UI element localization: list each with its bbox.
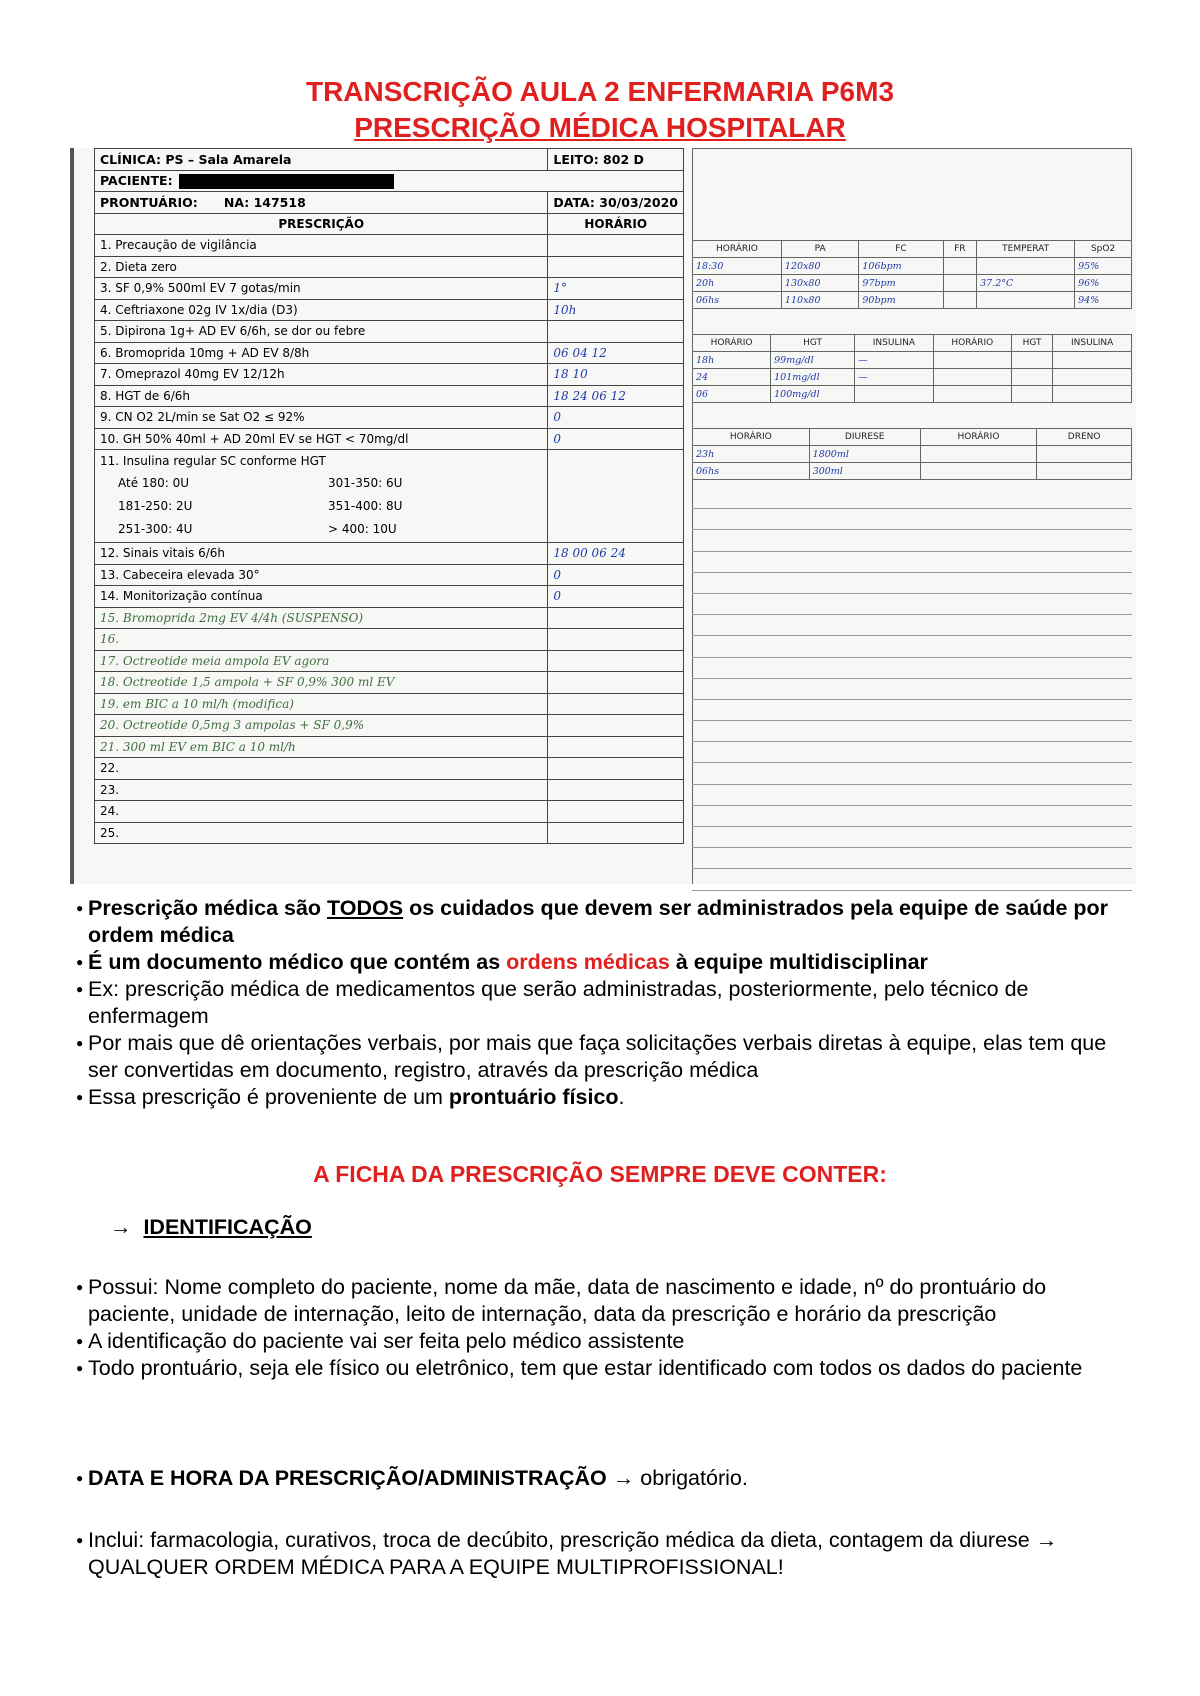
- handwritten-item: 15. Bromoprida 2mg EV 4/4h (SUSPENSO): [95, 607, 548, 629]
- table-cell: 23h: [693, 446, 810, 463]
- table-row: [95, 672, 684, 694]
- blank-line: [692, 594, 1132, 615]
- blank-line: [692, 869, 1132, 890]
- blank-line: [692, 636, 1132, 657]
- table-row: [95, 235, 684, 257]
- handwritten-item: 21. 300 ml EV em BIC a 10 ml/h: [95, 736, 548, 758]
- time-cell: [548, 450, 684, 543]
- blank-line: [692, 721, 1132, 742]
- table-cell: 300ml: [809, 463, 920, 480]
- table-cell: [1037, 446, 1132, 463]
- prescription-table: [94, 148, 684, 844]
- table-row: [95, 342, 684, 364]
- table-cell: [933, 369, 1011, 386]
- blank-line: [692, 509, 1132, 530]
- prescription-item: 22.: [95, 758, 548, 780]
- time-cell: [548, 235, 684, 257]
- blank-line: [692, 573, 1132, 594]
- list-item: ● Essa prescrição é proveniente de um prontuário físico.: [76, 1085, 625, 1109]
- table-row: [693, 292, 1132, 309]
- handwritten-item: 18. Octreotide 1,5 ampola + SF 0,9% 300 ml EV: [95, 672, 548, 694]
- identification-bullets: [76, 1274, 1134, 1382]
- time-cell: 0: [548, 564, 684, 586]
- column-header: HORÁRIO: [693, 429, 810, 446]
- time-cell: [548, 256, 684, 278]
- blank-line: [692, 658, 1132, 679]
- column-header: TEMPERAT: [977, 241, 1075, 258]
- form-right-blank: [692, 148, 1132, 240]
- time-cell: 0: [548, 586, 684, 608]
- table-row: [95, 428, 684, 450]
- blank-line: [692, 827, 1132, 848]
- table-row: [95, 256, 684, 278]
- table-cell: 96%: [1075, 275, 1132, 292]
- table-row: [95, 586, 684, 608]
- column-header: FC: [859, 241, 943, 258]
- table-row: [95, 779, 684, 801]
- table-row: [95, 607, 684, 629]
- column-header: HGT: [1011, 335, 1052, 352]
- table-row: [95, 543, 684, 565]
- table-cell: 120x80: [781, 258, 858, 275]
- table-cell: [1053, 386, 1132, 403]
- table-cell: [1011, 352, 1052, 369]
- page-title: TRANSCRIÇÃO AULA 2 ENFERMARIA P6M3: [305, 76, 895, 107]
- time-cell: 10h: [548, 299, 684, 321]
- insulin-dose: 351-400: 8U: [328, 499, 403, 513]
- prescription-item: 7. Omeprazol 40mg EV 12/12h: [95, 364, 548, 386]
- table-cell: 97bpm: [859, 275, 943, 292]
- table-row: [693, 369, 1132, 386]
- insulin-dose: 251-300: 4U: [118, 522, 193, 536]
- table-cell: 18:30: [693, 258, 782, 275]
- table-cell: —: [855, 369, 934, 386]
- table-row: [693, 352, 1132, 369]
- record-field: PRONTUÁRIO: NA: 147518: [95, 192, 548, 214]
- table-cell: [977, 292, 1075, 309]
- patient-field: PACIENTE:: [95, 170, 684, 192]
- column-header: HORÁRIO: [933, 335, 1011, 352]
- time-cell: [548, 736, 684, 758]
- table-cell: 1800ml: [809, 446, 920, 463]
- table-cell: 06hs: [693, 463, 810, 480]
- list-item: ● Prescrição médica são TODOS os cuidados que devem ser administrados pela equipe de saúde por ordem médica: [76, 896, 1109, 947]
- table-cell: [1011, 386, 1052, 403]
- time-cell: 1°: [548, 278, 684, 300]
- clinic-field: CLÍNICA: PS – Sala Amarela: [95, 149, 548, 171]
- table-cell: 101mg/dl: [771, 369, 855, 386]
- bullet-icon: ●: [76, 901, 84, 915]
- time-column-header: HORÁRIO: [548, 213, 684, 235]
- table-cell: [1011, 369, 1052, 386]
- table-row: [95, 822, 684, 844]
- column-header: FR: [943, 241, 977, 258]
- date-bullet: [76, 1465, 1134, 1492]
- table-row: [95, 693, 684, 715]
- table-cell: 18h: [693, 352, 771, 369]
- identification-heading: [110, 1215, 312, 1240]
- time-cell: [548, 758, 684, 780]
- table-cell: [920, 446, 1037, 463]
- table-row: [693, 258, 1132, 275]
- table-cell: [933, 352, 1011, 369]
- table-row: [95, 801, 684, 823]
- blank-line: [692, 679, 1132, 700]
- bullet-icon: ●: [76, 982, 84, 996]
- page-subtitle: PRESCRIÇÃO MÉDICA HOSPITALAR: [354, 112, 846, 143]
- prescription-item: 8. HGT de 6/6h: [95, 385, 548, 407]
- blank-line: [692, 700, 1132, 721]
- form-blank-lines: [692, 488, 1132, 891]
- table-cell: 106bpm: [859, 258, 943, 275]
- table-cell: [943, 292, 977, 309]
- list-item: ● A identificação do paciente vai ser feita pelo médico assistente: [76, 1329, 685, 1353]
- table-row: [95, 407, 684, 429]
- table-cell: [1037, 463, 1132, 480]
- table-row: [95, 650, 684, 672]
- prescription-item: 25.: [95, 822, 548, 844]
- prescription-item: 12. Sinais vitais 6/6h: [95, 543, 548, 565]
- column-header: HORÁRIO: [693, 335, 771, 352]
- column-header: PA: [781, 241, 858, 258]
- time-cell: [548, 693, 684, 715]
- time-cell: 18 24 06 12: [548, 385, 684, 407]
- bullet-icon: ●: [76, 1090, 84, 1104]
- table-cell: 24: [693, 369, 771, 386]
- redacted-name: [179, 174, 394, 189]
- table-row: [95, 299, 684, 321]
- date-field: DATA: 30/03/2020: [548, 192, 684, 214]
- prescription-item: 10. GH 50% 40ml + AD 20ml EV se HGT < 70mg/dl: [95, 428, 548, 450]
- list-item: ● É um documento médico que contém as ordens médicas à equipe multidisciplinar: [76, 950, 928, 974]
- time-cell: [548, 779, 684, 801]
- table-row: [693, 275, 1132, 292]
- bullet-icon: ●: [76, 1361, 84, 1375]
- list-item: ● Possui: Nome completo do paciente, nome da mãe, data de nascimento e idade, nº do prontuário do paciente, unidade de internação, leito de internação, data da prescrição e horário da prescrição: [76, 1275, 1047, 1326]
- insulin-dose: 181-250: 2U: [118, 499, 193, 513]
- list-item: ● Por mais que dê orientações verbais, por mais que faça solicitações verbais diretas à equipe, elas tem que ser convertidas em documento, registro, através da prescrição médica: [76, 1031, 1107, 1082]
- table-cell: [920, 463, 1037, 480]
- table-cell: [943, 275, 977, 292]
- table-cell: —: [855, 352, 934, 369]
- blank-line: [692, 552, 1132, 573]
- column-header: DIURESE: [809, 429, 920, 446]
- table-cell: 100mg/dl: [771, 386, 855, 403]
- prescription-item: 2. Dieta zero: [95, 256, 548, 278]
- column-header: HORÁRIO: [693, 241, 782, 258]
- time-cell: [548, 801, 684, 823]
- blank-line: [692, 763, 1132, 784]
- table-row: [95, 736, 684, 758]
- prescription-item: 14. Monitorização contínua: [95, 586, 548, 608]
- table-row: [95, 564, 684, 586]
- column-header: DRENO: [1037, 429, 1132, 446]
- table-row: [95, 715, 684, 737]
- time-cell: 18 10: [548, 364, 684, 386]
- column-header: INSULINA: [1053, 335, 1132, 352]
- insulin-dose: Até 180: 0U: [118, 476, 190, 490]
- table-row: [693, 386, 1132, 403]
- table-row: [95, 321, 684, 343]
- time-cell: [548, 822, 684, 844]
- time-cell: [548, 715, 684, 737]
- handwritten-item: 16.: [95, 629, 548, 651]
- time-cell: 18 00 06 24: [548, 543, 684, 565]
- bed-field: LEITO: 802 D: [548, 149, 684, 171]
- table-cell: [977, 258, 1075, 275]
- list-item: ● DATA E HORA DA PRESCRIÇÃO/ADMINISTRAÇÃO → obrigatório.: [76, 1466, 748, 1490]
- time-cell: [548, 607, 684, 629]
- bullet-icon: ●: [76, 1280, 84, 1294]
- column-header: SpO2: [1075, 241, 1132, 258]
- prescription-item: 1. Precaução de vigilância: [95, 235, 548, 257]
- bullet-icon: ●: [76, 1533, 84, 1547]
- blank-line: [692, 806, 1132, 827]
- table-cell: 130x80: [781, 275, 858, 292]
- prescription-item: 3. SF 0,9% 500ml EV 7 gotas/min: [95, 278, 548, 300]
- bullet-icon: ●: [76, 955, 84, 969]
- time-cell: 06 04 12: [548, 342, 684, 364]
- bullet-icon: ●: [76, 1334, 84, 1348]
- table-cell: [1053, 369, 1132, 386]
- table-row: [95, 629, 684, 651]
- includes-bullet: [76, 1527, 1134, 1581]
- table-cell: 06: [693, 386, 771, 403]
- table-cell: 95%: [1075, 258, 1132, 275]
- insulin-dose: > 400: 10U: [328, 522, 397, 536]
- vitals-table: [692, 240, 1132, 309]
- table-row: [95, 385, 684, 407]
- table-row: [693, 463, 1132, 480]
- table-row: [693, 446, 1132, 463]
- blank-line: [692, 530, 1132, 551]
- table-row: [95, 758, 684, 780]
- blank-line: [692, 488, 1132, 509]
- arrow-right-icon: →: [110, 1215, 132, 1239]
- handwritten-item: 19. em BIC a 10 ml/h (modifica): [95, 693, 548, 715]
- time-cell: 0: [548, 407, 684, 429]
- table-cell: 37.2°C: [977, 275, 1075, 292]
- diuresis-table: [692, 428, 1132, 480]
- table-row: [95, 278, 684, 300]
- prescription-form-scan: [70, 148, 1136, 884]
- time-cell: [548, 650, 684, 672]
- table-cell: [855, 386, 934, 403]
- table-cell: 06hs: [693, 292, 782, 309]
- prescription-item: 4. Ceftriaxone 02g IV 1x/dia (D3): [95, 299, 548, 321]
- insulin-dose: 301-350: 6U: [328, 476, 403, 490]
- table-cell: 99mg/dl: [771, 352, 855, 369]
- prescription-item: 13. Cabeceira elevada 30°: [95, 564, 548, 586]
- table-cell: 110x80: [781, 292, 858, 309]
- list-item: ● Todo prontuário, seja ele físico ou eletrônico, tem que estar identificado com todos os dados do paciente: [76, 1356, 1083, 1380]
- blank-line: [692, 785, 1132, 806]
- section-title: A FICHA DA PRESCRIÇÃO SEMPRE DEVE CONTER:: [313, 1161, 887, 1187]
- prescription-item: 23.: [95, 779, 548, 801]
- column-header: HORÁRIO: [920, 429, 1037, 446]
- time-cell: [548, 672, 684, 694]
- table-cell: [1053, 352, 1132, 369]
- time-cell: [548, 629, 684, 651]
- intro-bullets: [76, 895, 1134, 1111]
- bullet-icon: ●: [76, 1036, 84, 1050]
- prescription-item: 9. CN O2 2L/min se Sat O2 ≤ 92%: [95, 407, 548, 429]
- glucose-table: [692, 334, 1132, 403]
- table-row: [95, 364, 684, 386]
- insulin-scale: 11. Insulina regular SC conforme HGT Até 180: 0U 301-350: 6U 181-250: 2U 351-400: 8U 251-300: 4U > 400: 10U: [95, 450, 548, 543]
- identification-title: IDENTIFICAÇÃO: [143, 1215, 312, 1239]
- column-header: HGT: [771, 335, 855, 352]
- prescription-item: 6. Bromoprida 10mg + AD EV 8/8h: [95, 342, 548, 364]
- table-cell: 20h: [693, 275, 782, 292]
- table-cell: 90bpm: [859, 292, 943, 309]
- time-cell: 0: [548, 428, 684, 450]
- handwritten-item: 20. Octreotide 0,5mg 3 ampolas + SF 0,9%: [95, 715, 548, 737]
- list-item: ● Inclui: farmacologia, curativos, troca de decúbito, prescrição médica da dieta, contagem da diurese → QUALQUER ORDEM MÉDICA PARA A EQUIPE MULTIPROFISSIONAL!: [76, 1528, 1058, 1579]
- handwritten-item: 17. Octreotide meia ampola EV agora: [95, 650, 548, 672]
- blank-line: [692, 848, 1132, 869]
- list-item: ● Ex: prescrição médica de medicamentos que serão administradas, posteriormente, pelo técnico de enfermagem: [76, 977, 1029, 1028]
- blank-line: [692, 615, 1132, 636]
- table-cell: 94%: [1075, 292, 1132, 309]
- table-cell: [933, 386, 1011, 403]
- prescription-item: 24.: [95, 801, 548, 823]
- column-header: INSULINA: [855, 335, 934, 352]
- prescription-column-header: PRESCRIÇÃO: [95, 213, 548, 235]
- bullet-icon: ●: [76, 1471, 84, 1485]
- time-cell: [548, 321, 684, 343]
- blank-line: [692, 742, 1132, 763]
- table-cell: [943, 258, 977, 275]
- prescription-item: 5. Dipirona 1g+ AD EV 6/6h, se dor ou febre: [95, 321, 548, 343]
